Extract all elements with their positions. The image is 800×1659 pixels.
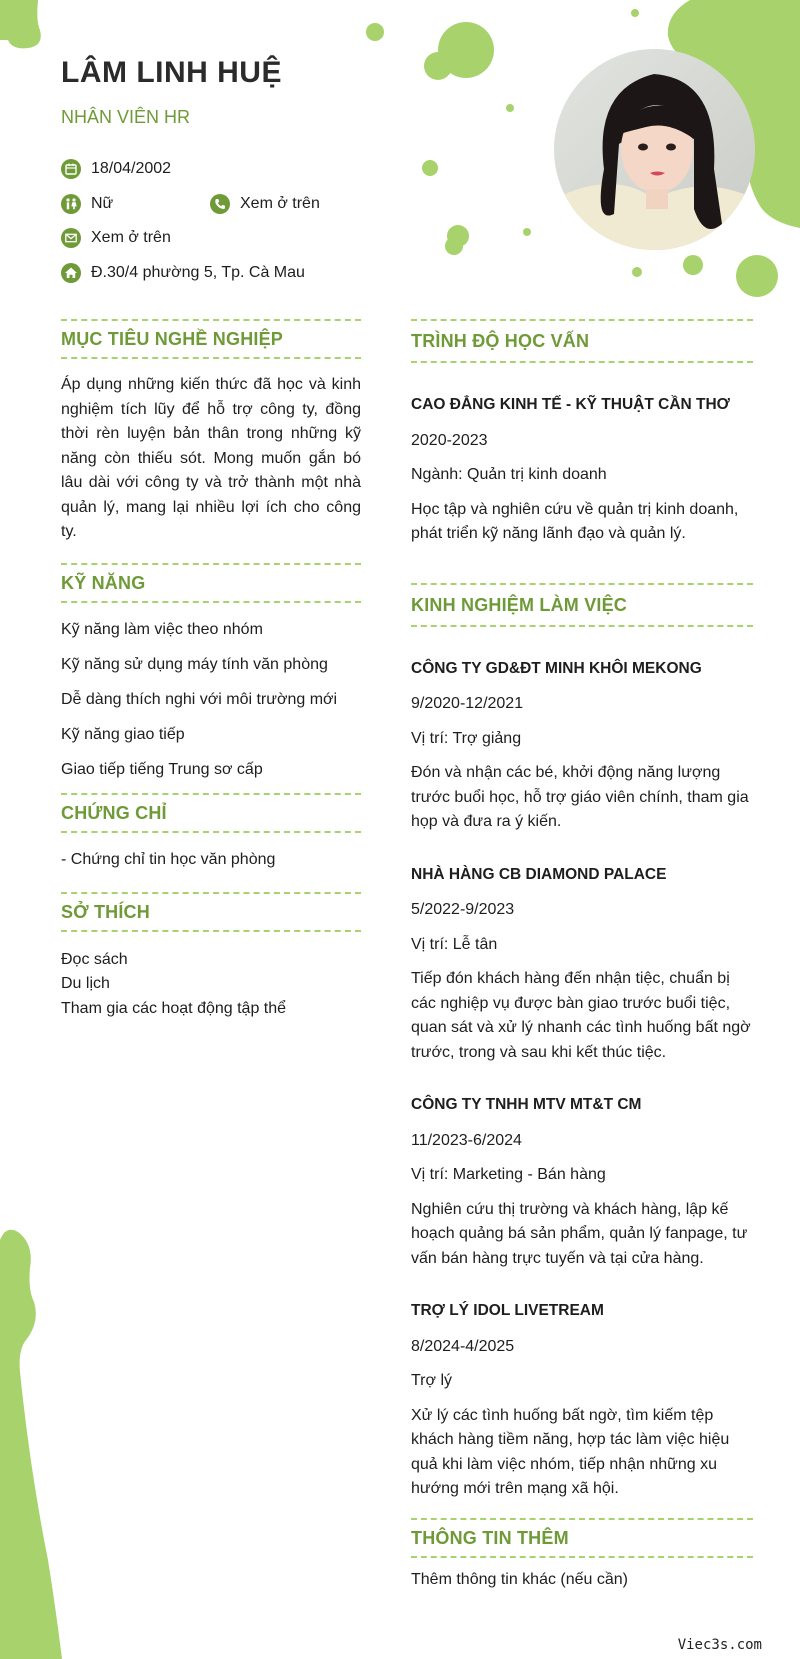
education-desc: Học tập và nghiên cứu về quản trị kinh doanh, phát triển kỹ năng lãnh đạo và quản lý. xyxy=(411,500,739,542)
job-position: Vị trí: Lễ tân xyxy=(411,935,498,953)
job-desc: Nghiên cứu thị trường và khách hàng, lập kế hoạch quảng bá sản phẩm, quản lý fanpage, tư vấn bán hàng trực tuyến và tại cửa hàng. xyxy=(411,1200,748,1267)
job-company: NHÀ HÀNG CB DIAMOND PALACE xyxy=(411,865,667,883)
job-entry xyxy=(411,1299,753,1502)
education-title: TRÌNH ĐỘ HỌC VẤN xyxy=(411,319,753,363)
job-period: 8/2024-4/2025 xyxy=(411,1337,515,1355)
list-item: Kỹ năng giao tiếp xyxy=(61,725,185,743)
job-title: NHÂN VIÊN HR xyxy=(61,107,191,127)
job-entry xyxy=(411,863,753,1066)
job-company: TRỢ LÝ IDOL LIVETREAM xyxy=(411,1302,604,1319)
education-period: 2020-2023 xyxy=(411,431,488,449)
phone-value: Xem ở trên xyxy=(240,195,320,212)
list-item: Kỹ năng làm việc theo nhóm xyxy=(61,620,263,638)
calendar-icon xyxy=(61,159,81,179)
job-period: 11/2023-6/2024 xyxy=(411,1131,522,1149)
objective-text: Áp dụng những kiến thức đã học và kinh nghiệm tích lũy để hỗ trợ công ty, đồng thời rèn luyện bản thân trong những kỹ năng còn thiếu sót. Mong muốn gắn bó lâu dài với công ty và trở thành một nhà quản lý, mang lại nhiều lợi ích cho công ty. xyxy=(61,376,361,540)
job-desc: Tiếp đón khách hàng đến nhận tiệc, chuẩn bị các nghiệp vụ được bàn giao trước buổi tiệc, quan sát và xử lý nhanh các tình huống bất ngờ trước, trong và sau khi kết thúc tiệc. xyxy=(411,970,751,1061)
objective-title: MỤC TIÊU NGHỀ NGHIỆP xyxy=(61,319,361,359)
address-row xyxy=(61,263,305,283)
job-entry xyxy=(411,657,753,835)
right-column xyxy=(411,319,753,1592)
phone-row xyxy=(210,194,320,214)
candidate-name: LÂM LINH HUỆ xyxy=(61,56,282,89)
job-entry xyxy=(411,1093,753,1271)
job-period: 9/2020-12/2021 xyxy=(411,695,524,712)
extra-text: Thêm thông tin khác (nếu cần) xyxy=(411,1570,629,1588)
birthday-value: 18/04/2002 xyxy=(91,160,172,177)
certificates-title: CHỨNG CHỈ xyxy=(61,793,361,833)
avatar xyxy=(554,49,755,250)
watermark: Viec3s.com xyxy=(677,1637,762,1653)
birthday-row xyxy=(61,159,171,179)
phone-icon xyxy=(210,194,230,214)
job-position: Vị trí: Marketing - Bán hàng xyxy=(411,1166,606,1183)
job-period: 5/2022-9/2023 xyxy=(411,901,515,918)
left-column xyxy=(61,319,361,1021)
skills-list xyxy=(61,618,361,782)
skills-title: KỸ NĂNG xyxy=(61,563,361,603)
list-item: Dễ dàng thích nghi với môi trường mới xyxy=(61,690,338,708)
experience-title: KINH NGHIỆM LÀM VIỆC xyxy=(411,583,753,627)
list-item: - Chứng chỉ tin học văn phòng xyxy=(61,850,276,868)
gender-icon xyxy=(61,194,81,214)
certificates-list xyxy=(61,848,361,872)
email-value: Xem ở trên xyxy=(91,229,171,246)
list-item: Giao tiếp tiếng Trung sơ cấp xyxy=(61,760,263,778)
education-major: Ngành: Quản trị kinh doanh xyxy=(411,466,607,483)
list-item: Đọc sách xyxy=(61,950,128,968)
home-icon xyxy=(61,263,81,283)
job-desc: Xử lý các tình huống bất ngờ, tìm kiếm tệp khách hàng tiềm năng, hợp tác làm việc hiệu quả khi làm việc nhóm, tiếp nhận những xu hướng mới trên mạng xã hội. xyxy=(411,1406,730,1497)
list-item: Du lịch xyxy=(61,975,110,992)
address-value: Đ.30/4 phường 5, Tp. Cà Mau xyxy=(91,264,305,281)
list-item: Tham gia các hoạt động tập thể xyxy=(61,999,287,1017)
job-company: CÔNG TY TNHH MTV MT&T CM xyxy=(411,1096,642,1113)
avatar-image xyxy=(554,49,755,250)
extra-title: THÔNG TIN THÊM xyxy=(411,1518,753,1558)
list-item: Kỹ năng sử dụng máy tính văn phòng xyxy=(61,655,328,673)
hobbies-list xyxy=(61,948,361,1022)
job-company: CÔNG TY GD&ĐT MINH KHÔI MEKONG xyxy=(411,659,702,677)
gender-row xyxy=(61,194,113,214)
email-row xyxy=(61,228,171,248)
job-position: Vị trí: Trợ giảng xyxy=(411,729,522,747)
gender-value: Nữ xyxy=(91,195,114,212)
email-icon xyxy=(61,228,81,248)
job-desc: Đón và nhận các bé, khởi động năng lượng trước buổi học, hỗ trợ giáo viên chính, tham gia họp và đưa ra ý kiến. xyxy=(411,764,749,830)
school-name: CAO ĐẲNG KINH TẾ - KỸ THUẬT CẦN THƠ xyxy=(411,396,730,413)
hobbies-title: SỞ THÍCH xyxy=(61,892,361,932)
job-position: Trợ lý xyxy=(411,1372,452,1389)
